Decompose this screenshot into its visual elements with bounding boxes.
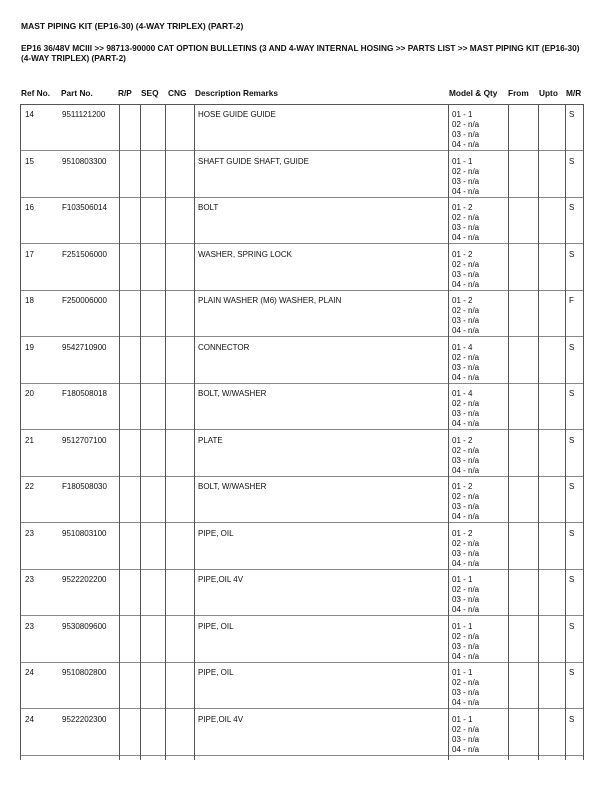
model-qty-line: 03 - n/a xyxy=(452,409,480,418)
description: PIPE, OIL xyxy=(198,668,234,677)
mr-value: S xyxy=(569,482,575,491)
column-header-from: From xyxy=(508,88,529,98)
parts-table xyxy=(20,104,584,760)
model-qty-line: 04 - n/a xyxy=(452,326,480,335)
model-qty-line: 03 - n/a xyxy=(452,595,480,604)
model-qty-line: 02 - n/a xyxy=(452,492,480,501)
column-header-part: Part No. xyxy=(61,88,93,98)
model-qty-line: 01 - 2 xyxy=(452,528,473,538)
mr-value: S xyxy=(569,110,575,119)
mr-value: S xyxy=(569,668,575,677)
ref-no: 23 xyxy=(25,528,34,538)
description: PIPE, OIL xyxy=(198,621,234,631)
mr-value: S xyxy=(569,575,575,584)
table-row xyxy=(20,337,584,384)
model-qty-line: 03 - n/a xyxy=(452,176,480,186)
ref-no: 23 xyxy=(25,621,34,631)
column-header-ref: Ref No. xyxy=(21,88,51,98)
column-header-upto: Upto xyxy=(539,88,558,98)
model-qty-line: 03 - n/a xyxy=(452,362,480,372)
model-qty-line: 03 - n/a xyxy=(452,316,480,325)
mr-value: S xyxy=(569,342,575,352)
mr-value: S xyxy=(569,714,575,724)
ref-no: 18 xyxy=(25,296,34,305)
description: WASHER, SPRING LOCK xyxy=(198,249,292,259)
model-qty-line: 02 - n/a xyxy=(452,306,480,315)
model-qty-line: 02 - n/a xyxy=(452,724,480,734)
description: PIPE,OIL 4V xyxy=(198,575,244,584)
model-qty-line: 03 - n/a xyxy=(452,130,480,139)
model-qty-line: 04 - n/a xyxy=(452,698,480,707)
description: BOLT, W/WASHER xyxy=(198,389,267,398)
part-no: F180508030 xyxy=(62,482,107,491)
column-divider xyxy=(194,104,195,760)
model-qty-line: 01 - 1 xyxy=(452,668,473,677)
ref-no: 15 xyxy=(25,156,34,166)
table-row xyxy=(20,523,584,570)
ref-no: 21 xyxy=(25,435,34,445)
part-no: 9522202300 xyxy=(62,714,107,724)
part-no: F250006000 xyxy=(62,296,107,305)
model-qty-line: 02 - n/a xyxy=(452,120,480,129)
ref-no: 14 xyxy=(25,110,34,119)
description: PLAIN WASHER (M6) WASHER, PLAIN xyxy=(198,296,342,305)
model-qty-line: 01 - 1 xyxy=(452,575,473,584)
model-qty-line: 02 - n/a xyxy=(452,631,480,641)
part-no: F103506014 xyxy=(62,203,107,212)
table-row xyxy=(20,290,584,337)
model-qty-line: 01 - 2 xyxy=(452,296,473,305)
mr-value: S xyxy=(569,528,575,538)
part-no: 9510803100 xyxy=(62,528,107,538)
mr-value: S xyxy=(569,203,575,212)
table-row xyxy=(20,662,584,709)
part-no: 9522202200 xyxy=(62,575,107,584)
model-qty-line: 03 - n/a xyxy=(452,269,480,279)
part-no: 9510803300 xyxy=(62,156,107,166)
model-qty-line: 04 - n/a xyxy=(452,140,480,149)
description: SHAFT GUIDE SHAFT, GUIDE xyxy=(198,156,309,166)
model-qty-line: 03 - n/a xyxy=(452,688,480,697)
table-row xyxy=(20,616,584,663)
table-row xyxy=(20,476,584,523)
description: HOSE GUIDE GUIDE xyxy=(198,110,276,119)
column-divider xyxy=(508,104,509,760)
table-row xyxy=(20,244,584,291)
table-row xyxy=(20,709,584,756)
model-qty-line: 02 - n/a xyxy=(452,585,480,594)
description: PIPE, OIL xyxy=(198,528,234,538)
table-row xyxy=(20,383,584,430)
column-divider xyxy=(20,104,21,760)
ref-no: 24 xyxy=(25,714,34,724)
table-row xyxy=(20,151,584,198)
model-qty-line: 01 - 1 xyxy=(452,156,473,166)
model-qty-line: 03 - n/a xyxy=(452,734,480,744)
description: PLATE xyxy=(198,435,223,445)
column-header-model-qty: Model & Qty xyxy=(449,88,498,98)
model-qty-line: 02 - n/a xyxy=(452,352,480,362)
model-qty-line: 04 - n/a xyxy=(452,465,480,475)
model-qty-line: 01 - 2 xyxy=(452,435,473,445)
model-qty-line: 04 - n/a xyxy=(452,651,480,661)
model-qty-line: 01 - 1 xyxy=(452,714,473,724)
table-row xyxy=(20,430,584,477)
mr-value: S xyxy=(569,249,575,259)
ref-no: 20 xyxy=(25,389,34,398)
model-qty-line: 01 - 1 xyxy=(452,110,473,119)
model-qty-line: 04 - n/a xyxy=(452,279,480,289)
description: PIPE,OIL 4V xyxy=(198,714,244,724)
column-divider xyxy=(565,104,566,760)
model-qty-line: 03 - n/a xyxy=(452,455,480,465)
table-row xyxy=(20,104,584,151)
part-no: F180508018 xyxy=(62,389,107,398)
part-no: 9542710900 xyxy=(62,342,107,352)
column-divider xyxy=(165,104,166,760)
model-qty-line: 01 - 2 xyxy=(452,482,473,491)
model-qty-line: 04 - n/a xyxy=(452,558,480,568)
page-title: MAST PIPING KIT (EP16-30) (4-WAY TRIPLEX) (PART-2) xyxy=(21,21,244,31)
column-divider xyxy=(448,104,449,760)
model-qty-line: 04 - n/a xyxy=(452,233,480,242)
part-no: 9512707100 xyxy=(62,435,107,445)
column-header-seq: SEQ xyxy=(141,88,159,98)
model-qty-line: 02 - n/a xyxy=(452,678,480,687)
table-row xyxy=(20,569,584,616)
part-no: F251506000 xyxy=(62,249,107,259)
part-no: 9510802800 xyxy=(62,668,107,677)
model-qty-line: 03 - n/a xyxy=(452,548,480,558)
ref-no: 19 xyxy=(25,342,34,352)
model-qty-line: 03 - n/a xyxy=(452,502,480,511)
model-qty-line: 02 - n/a xyxy=(452,538,480,548)
model-qty-line: 02 - n/a xyxy=(452,399,480,408)
column-divider xyxy=(119,104,120,760)
model-qty-line: 02 - n/a xyxy=(452,259,480,269)
model-qty-line: 04 - n/a xyxy=(452,186,480,196)
ref-no: 23 xyxy=(25,575,34,584)
model-qty-line: 01 - 1 xyxy=(452,621,473,631)
column-divider xyxy=(140,104,141,760)
mr-value: S xyxy=(569,389,575,398)
column-header-rp: R/P xyxy=(118,88,132,98)
model-qty-line: 01 - 4 xyxy=(452,342,473,352)
column-header-cng: CNG xyxy=(168,88,187,98)
ref-no: 22 xyxy=(25,482,34,491)
column-divider xyxy=(583,104,584,760)
column-header-desc: Description Remarks xyxy=(195,88,279,98)
model-qty-line: 01 - 2 xyxy=(452,203,473,212)
model-qty-line: 04 - n/a xyxy=(452,512,480,521)
model-qty-line: 01 - 4 xyxy=(452,389,473,398)
mr-value: S xyxy=(569,156,575,166)
model-qty-line: 02 - n/a xyxy=(452,445,480,455)
column-divider xyxy=(538,104,539,760)
ref-no: 24 xyxy=(25,668,34,677)
mr-value: S xyxy=(569,435,575,445)
model-qty-line: 04 - n/a xyxy=(452,744,480,754)
table-row xyxy=(20,197,584,244)
part-no: 9511121200 xyxy=(62,110,106,119)
description: BOLT xyxy=(198,203,219,212)
model-qty-line: 01 - 2 xyxy=(452,249,473,259)
breadcrumb: EP16 36/48V MCIII >> 98713-90000 CAT OPTION BULLETINS (3 AND 4-WAY INTERNAL HOSING >> PARTS LIST >> MAST PIPING KIT (EP16-30) (4-WAY TRIPLEX) (PART-2) xyxy=(21,43,580,63)
column-header-mr: M/R xyxy=(566,88,582,98)
ref-no: 17 xyxy=(25,249,34,259)
model-qty-line: 04 - n/a xyxy=(452,372,480,382)
model-qty-line: 04 - n/a xyxy=(452,419,480,428)
description: CONNECTOR xyxy=(198,342,250,352)
mr-value: F xyxy=(569,296,574,305)
part-no: 9530809600 xyxy=(62,621,107,631)
model-qty-line: 03 - n/a xyxy=(452,641,480,651)
ref-no: 16 xyxy=(25,203,34,212)
model-qty-line: 02 - n/a xyxy=(452,213,480,222)
model-qty-line: 03 - n/a xyxy=(452,223,480,232)
mr-value: S xyxy=(569,621,575,631)
model-qty-line: 02 - n/a xyxy=(452,166,480,176)
description: BOLT, W/WASHER xyxy=(198,482,267,491)
model-qty-line: 04 - n/a xyxy=(452,605,480,614)
